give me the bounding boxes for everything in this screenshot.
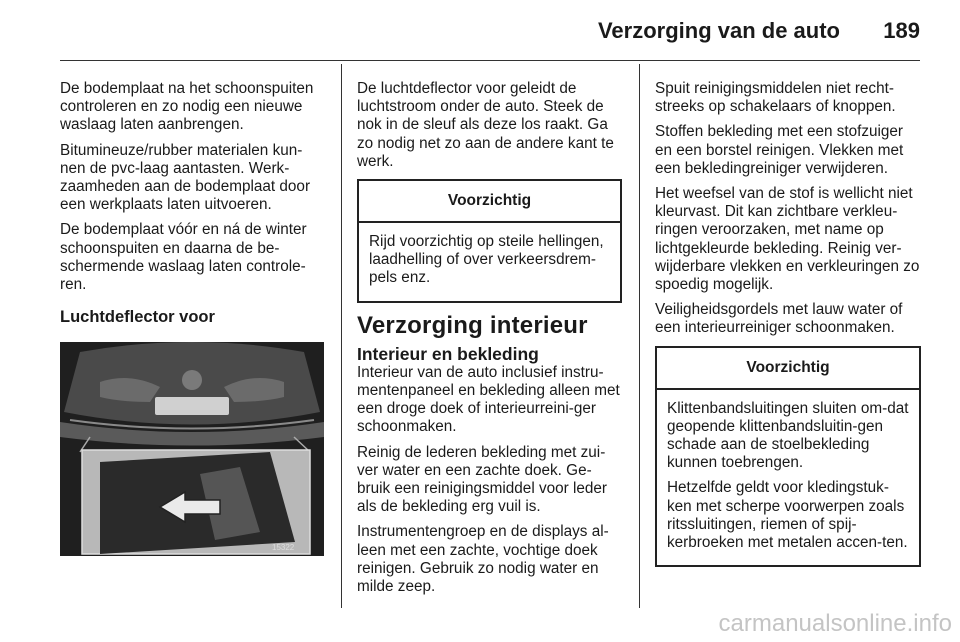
caution-paragraph: Rijd voorzichtig op steile hellingen, laadhelling of over verkeersdrem-pels enz. bbox=[369, 233, 604, 287]
paragraph: Stoffen bekleding met een stofzuiger en een borstel reinigen. Vlekken met een bekledingreiniger verwijderen. bbox=[655, 123, 904, 177]
paragraph: De bodemplaat na het schoonspuiten controleren en zo nodig een nieuwe waslaag laten aanbrengen. bbox=[60, 80, 314, 134]
caution-paragraph: Hetzelfde geldt voor kledingstuk-ken met scherpe voorwerpen zoals ritssluitingen, riemen of spij-kerbroeken met metalen accen-ten. bbox=[667, 479, 908, 552]
paragraph: Bitumineuze/rubber materialen kun-nen de pvc-laag aantasten. Werk-zaamheden aan de bodemplaat door een werkplaats laten uitvoeren. bbox=[60, 141, 311, 214]
paragraph: Het weefsel van de stof is wellicht niet kleurvast. Dit kan zichtbare verkleu-ringen veroorzaken, met name op lichtgekleurde bekleding. Reinig ver-wijderbare vlekken en verkleuringen zo spoedig mogelijk. bbox=[655, 185, 920, 294]
caution-text bbox=[359, 223, 620, 301]
air-deflector-illustration bbox=[60, 342, 324, 556]
page-number: 189 bbox=[883, 18, 920, 43]
caution-text bbox=[657, 390, 919, 566]
header-rule bbox=[60, 60, 920, 61]
subsection-heading: Interieur en bekleding bbox=[357, 343, 539, 364]
column-divider-1 bbox=[341, 64, 342, 608]
caution-title: Voorzichtig bbox=[657, 348, 919, 390]
paragraph: De luchtdeflector voor geleidt de luchtstroom onder de auto. Steek de nok in de sleuf als deze los raakt. Ga zo nodig net zo aan de andere kant te werk. bbox=[357, 80, 614, 170]
caution-paragraph: Klittenbandsluitingen sluiten om-dat geopende klittenbandsluitin-gen schade aan de stoelbekleding kunnen toebrengen. bbox=[667, 399, 909, 472]
page-header-title: Verzorging van de auto bbox=[597, 18, 840, 43]
caution-box bbox=[357, 179, 622, 303]
column-divider-2 bbox=[639, 64, 640, 608]
paragraph: Reinig de lederen bekleding met zui-ver water en een zachte doek. Ge-bruik een reinigingsmiddel voor leder als de bekleding erg vuil is. bbox=[357, 443, 607, 516]
column-1 bbox=[60, 80, 324, 562]
paragraph: Veiligheidsgordels met lauw water of een interieurreiniger schoonmaken. bbox=[655, 301, 903, 337]
caution-title: Voorzichtig bbox=[359, 181, 620, 223]
paragraph: Spuit reinigingsmiddelen niet recht-streeks op schakelaars of knoppen. bbox=[655, 80, 896, 116]
paragraph: Instrumentengroep en de displays al-leen met een zachte, vochtige doek reinigen. Gebruik zo nodig water en milde zeep. bbox=[357, 523, 609, 596]
watermark: carmanualsonline.info bbox=[718, 610, 952, 637]
column-2 bbox=[357, 80, 622, 603]
paragraph: Interieur van de auto inclusief instru-mentenpaneel en bekleding alleen met een droge doek of interieurreini-ger schoonmaken. bbox=[357, 363, 620, 436]
column-3 bbox=[655, 80, 921, 577]
section-heading: Verzorging interieur bbox=[357, 311, 588, 339]
paragraph: De bodemplaat vóór en ná de winter schoonspuiten en daarna de be-schermende waslaag laten controle-ren. bbox=[60, 221, 307, 294]
figure-number: 15322 bbox=[272, 543, 295, 553]
caution-box bbox=[655, 346, 921, 568]
subheading-air-deflector: Luchtdeflector voor bbox=[60, 308, 215, 327]
